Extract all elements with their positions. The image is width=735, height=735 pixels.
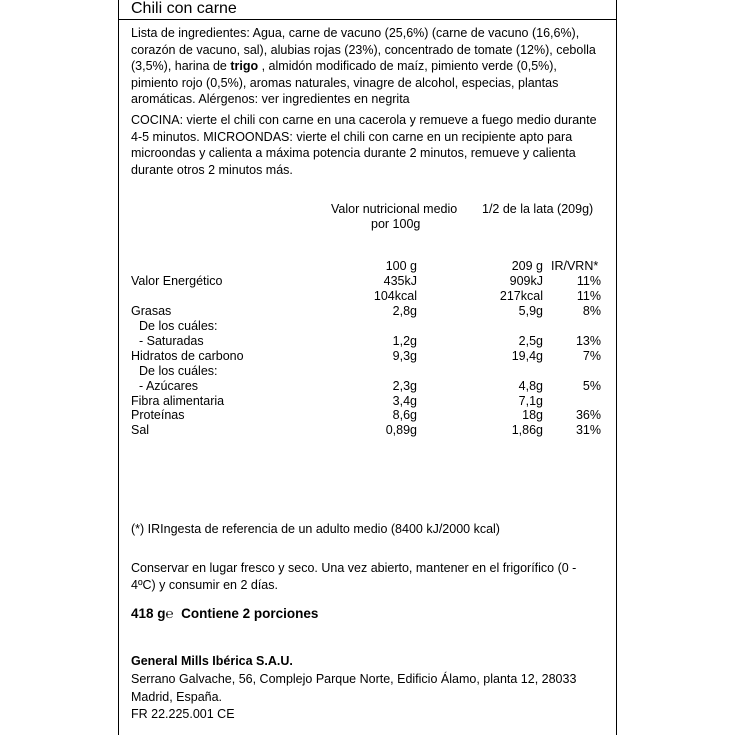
allergen-ingredient: trigo [230,59,259,73]
nutrition-header-portion: 1/2 de la lata (209g) [482,202,594,216]
nutrient-label: Sal [131,423,150,437]
nutrient-label: - Azúcares [139,379,199,393]
net-content [131,606,318,621]
unit-per100: 100 g [385,259,417,273]
ri-value: 11% [576,274,601,288]
nutrition-header-per100: Valor nutricional medio [331,202,458,216]
unit-portion: 209 g [511,259,543,273]
product-title: Chili con carne [131,0,237,17]
ri-value: 5% [582,379,601,393]
ri-value: 13% [575,334,601,348]
portion-value: 19,4g [511,349,543,363]
registration-code: FR 22.225.001 CE [131,707,235,721]
ri-value: 11% [576,289,601,303]
per100-value: 3,4g [392,394,417,408]
per100-value: 0,89g [385,423,417,437]
nutrient-label: - Saturadas [139,334,204,348]
ri-value: 7% [582,349,601,363]
nutrition-header-per100-sub: por 100g [371,217,421,231]
per100-value: 1,2g [392,334,417,348]
ri-value: 31% [575,423,601,437]
unit-ri: IR/VRN* [551,259,599,273]
nutrient-label: Hidratos de carbono [131,349,244,363]
ri-value: 8% [582,304,601,318]
address-text: Serrano Galvache, 56, Complejo Parque Norte, Edificio Álamo, planta 12, 28033 Madrid, España. [131,672,577,704]
nutrient-label: Proteínas [131,408,185,422]
title-divider [119,19,616,20]
nutrient-label: Valor Energético [131,274,223,288]
ingredients-list [131,25,601,108]
portion-value: 217kcal [499,289,543,303]
portion-value: 4,8g [518,379,543,393]
portion-value: 1,86g [511,423,543,437]
per100-value: 104kcal [373,289,417,303]
portion-value: 909kJ [509,274,543,288]
net-weight: 418 g℮ [131,606,174,621]
portion-value: 5,9g [518,304,543,318]
ingredients-text-2: , almidón modificado de maíz, pimiento verde (0,5%), pimiento rojo (0,5%), aromas naturales, vinagre de alcohol, especias, plantas aromáticas. Alérgenos: ver ingredientes en negrita [131,59,559,106]
nutrient-sublabel: De los cuáles: [139,319,218,333]
nutrient-label: Grasas [131,304,172,318]
nutrient-label: Fibra alimentaria [131,394,225,408]
per100-value: 2,8g [392,304,417,318]
portions-count: Contiene 2 porciones [181,606,319,621]
company-address [131,671,601,724]
cooking-instructions: COCINA: vierte el chili con carne en una cacerola y remueve a fuego medio durante 4-5 minutos. MICROONDAS: vierte el chili con carne en un recipiente apto para microondas y calienta a máxima potencia durante 2 minutos, remueve y calienta durante otros 2 minutos más. [131,113,597,177]
per100-value: 8,6g [392,408,417,422]
nutrition-footnote: (*) IRIngesta de referencia de un adulto medio (8400 kJ/2000 kcal) [131,522,500,536]
portion-value: 2,5g [518,334,543,348]
nutrient-sublabel: De los cuáles: [139,364,218,378]
company-name: General Mills Ibérica S.A.U. [131,654,293,668]
per100-value: 9,3g [392,349,417,363]
ri-value: 36% [575,408,601,422]
food-label-panel [118,0,617,735]
storage-instructions: Conservar en lugar fresco y seco. Una vez abierto, mantener en el frigorífico (0 - 4ºC) y consumir en 2 días. [131,561,577,592]
per100-value: 435kJ [383,274,417,288]
portion-value: 7,1g [518,394,543,408]
portion-value: 18g [522,408,543,422]
ingredients-text-1: Lista de ingredientes: Agua, carne de vacuno (25,6%) (carne de vacuno (16,6%), corazón de vacuno, sal), alubias rojas (23%), concentrado de tomate (12%), cebolla (3,5%), harina de [131,26,596,73]
per100-value: 2,3g [392,379,417,393]
